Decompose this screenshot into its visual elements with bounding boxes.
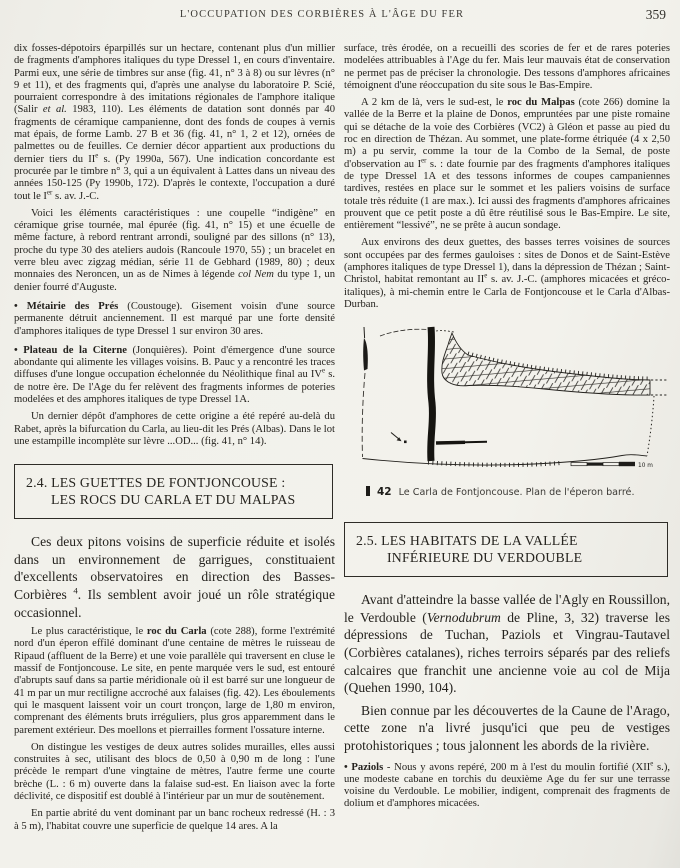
cliff-line-left [364,327,365,338]
paragraph: Voici les éléments caractéristiques : une coupelle “indigène” en céramique grise tournée, mal épurée (fig. 41, n° 15) et une écuelle de même facture, à rebord rentrant arrondi, souligné par des sillons (n° 13), proche du type 30 des ateliers audois (Rancoule 1970, 55) ; un bracelet en verre bleu avec zigzag médian, série 11 de Gebhard (1989, 80) ; deux monnaies des Neroncen, un as de Nimes à légende col Nem du type 1, un denier fourré d'Auguste. [14,207,336,293]
cliff-band-hatched [442,333,650,395]
paragraph-large: Avant d'atteindre la basse vallée de l'Agly en Roussillon, le Verdouble (Vernodubrum de Pline, 3, 32) traverse les dépressions de Tuchan, Paziols et Vingrau-Tautavel (Corbières catalanes), riches terroirs séparés par des reliefs calcaires que franchit une ancienne voie au col de Mija (Quehen 1990, 104). [344,592,670,696]
paragraph: dix fosses-dépotoirs éparpillés sur un hectare, contenant plus d'un millier de fragments d'amphores italiques du type Dressel 1, en cours d'inventaire. Parmi eux, une série de timbres sur anse (fig. 41, n° 3 à 8) ou sur lèvres (n° 9 et 11), et des fragments qui, d'après une analyse du laboratoire P. Scié, pourraient correspondre à des imitations régionales de l'amphore italique (Salir et al. 1983, 110). Les éléments de datation sont donnés par 40 fragments de céramique campanienne, dont des fonds de coupes à vernis mat épais, de forme Lamb. 27 B et 36 (fig. 41, n° 1, 2 et 12), ornées de palmettes ou de feuilles. Ce dernier décor appartient aux productions du dernier tiers du IIe s. (Py 1990a, 567). Une indication concordante est procurée par le timbre n° 3, qui a un équivalent à Lattes dans un niveau des années 150-125 (Py 1990b, 172). D'après le contexte, l'occupation a duré tout le Ier s. av. J.-C. [14,43,336,202]
figure-marker-icon [366,486,370,496]
figure-arrow [391,433,407,444]
paragraph-large: Ces deux pitons voisins de superficie réduite et isolés dans un environnement de garrigues, constituaient d'excellents observatoires en direction des Basses-Corbières $^4$. Ils semblent avoir joué un rôle stratégique occasionnel. [14,534,335,620]
top-contour [380,329,428,336]
page-number: 359 [645,7,666,22]
right-column [344,43,670,838]
paragraph: En partie abrité du vent dominant par un banc rocheux redressé (H. : 3 à 5 m), l'habitat couvre une superficie de quelque 14 ares. A la [14,808,335,832]
bullet-paragraph: • Paziols - Nous y avons repéré, 200 m à l'est du moulin fortifié (XIIe s.), une modeste cabane en torchis du deuxième Age du fer sur une terrasse voisine du Verdouble. Le mobilier, indigent, comprenait des fragments de dolium et d'amphores micacées. [344,760,670,810]
section-heading-2-4 [14,464,333,519]
bullet-paragraph: • Métairie des Prés (Coustouge). Gisement voisin d'une source permanente détruit anciennement. Il est marqué par une forte densité d'amphores italiques de type Dressel 1 sur environ 30 ares. [14,300,336,337]
inner-wall [436,443,465,444]
section-heading-2-5 [344,522,668,577]
cliff-ledge-left [363,338,368,371]
plan-drawing [344,325,670,475]
paragraph: surface, très érodée, on a recueilli des scories de fer et de rares poteries modelées attribuables à l'Age du fer. Mais leur mauvais état de conservation ne permet pas de préciser la chronologie. Des tessons d'amphores africaines témoignent d'une réoccupation du site sous le Bas-Empire. [344,43,670,91]
figure-caption [344,485,670,498]
paragraph-large: Bien connue par les découvertes de la Caune de l'Arago, cette zone n'a livré jusqu'ici que peu de vestiges protohistoriques ; tous jalonnent les abords de la rivière. [344,702,670,753]
paragraph: Le plus caractéristique, le roc du Carla (cote 288), forme l'extrémité nord d'un éperon effilé dominant d'une centaine de mètres le ruisseau de Ripaud (affluent de la Berre) et une voie parallèle qui traversent en cluse le massif de Fontjoncouse. Le site, en pente marquée vers le sud, est entouré d'abrupts sauf dans sa partie méridionale où il est barré sur une longueur de 41 m par un mur rectiligne accroché aux falaises (fig. 42). Les éboulements qui le masquent laissent voir un court tronçon, large de 1,80 m environ, comprenant des éléments bruts irréguliers, plus gros apparemment dans le parement extérieur. Des moellons et pierrailles forment l'ossature interne. [14,626,336,736]
left-column [14,43,335,838]
scale-label: 10 m [638,463,653,470]
figure-caption-text: Le Carla de Fontjoncouse. Plan de l'éperon barré. [398,487,635,499]
rampart-wall [431,327,433,461]
section-heading-line: LES ROCS DU CARLA ET DU MALPAS [51,492,296,508]
figure-42-plan [344,325,670,498]
cliff-line-left-lower [362,373,365,457]
paragraph: Un dernier dépôt d'amphores de cette origine a été repéré au-delà du Rabet, après la bifurcation du Carla, au lieu-dit les Prés (Albas). Dans le lot une estampille incomplète sur lèvre ...OD... (fig. 41, n° 14). [14,411,335,447]
figure-number: 42 [377,486,392,499]
section-heading-line: 2.5. LES HABITATS DE LA VALLÉE [356,533,578,549]
section-heading-line: 2.4. LES GUETTES DE FONTJONCOUSE : [26,475,286,491]
paragraph: A 2 km de là, vers le sud-est, le roc du Malpas (cote 266) domine la vallée de la Berre et la plaine de Donos, empruntées par une piste romaine qui se détache de la voie des Corbières (VC2) à Gléon et passe au pied du roc en direction de Thézan. Au sommet, une plate-forme étriquée (4 x 2,50 m) a pu servir, comme la tour de la Combo de la Semal, de poste d'observation au Ier s. : date fournie par des fragments d'amphores italiques de type Dressel 1A et des tessons informes de coupes campaniennes tardives, restées en place sur le sommet et les paliers voisins de surface totale très réduite (1 are max.). Ici aussi des fragments d'amphores africaines prouvent que ce petit poste a dû être réutilisé sous le Bas-Empire. Le site, entièrement “lessivé”, ne se prête à aucun sondage. [344,97,671,232]
paragraph: On distingue les vestiges de deux autres solides murailles, elles aussi construites à sec, utilisant des blocs de 0,50 à 0,90 m de long : l'une précède le rempart d'une vingtaine de mètres, l'autre ferme une courte brèche (L. : 6 m) ouverte dans la falaise sud-est. En liaison avec la forte déclivité, ce dispositif est doublé à l'intérieur par un mur de soutènement. [14,741,335,803]
bullet-paragraph: • Plateau de la Citerne (Jonquières). Point d'émergence d'une source abondante qui alimente les villages voisins. B. Pauc y a rencontré les traces diffuses d'une longue occupation échelonnée du Néolithique final au IVe s. de notre ère. De l'Age du fer relèvent des fragments informes de poteries modelées et des amphores italiques de type Dressel 1A. [14,344,335,406]
scale-bar [571,462,653,469]
dotted-boundary-right [647,396,654,456]
section-heading-line: INFÉRIEURE DU VERDOUBLE [387,550,583,566]
running-header [14,7,670,29]
running-title: L'OCCUPATION DES CORBIÈRES À L'ÂGE DU FER [179,9,465,20]
paragraph: Aux environs des deux guettes, des basses terres voisines de sources sont occupées par des fermes gauloises : sites de Donos et de Saint-Estève (amphores italiques de type Dressel 1), dans la dépression de Thézan ; Saint-Christol, habitat remontant au IIe s. av. J.-C. (amphores micacées et gréco-italiques), à mi-chemin entre le Carla de Fontjoncouse et le Carla d'Albas-Durban. [344,237,670,310]
two-column-body [14,43,670,838]
